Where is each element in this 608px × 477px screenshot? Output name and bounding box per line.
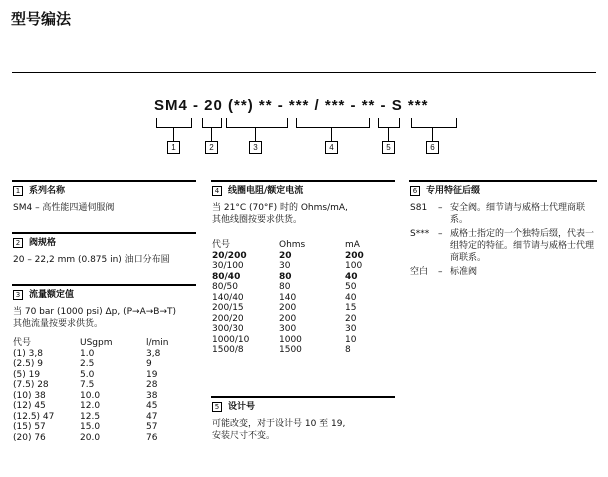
table-cell: (7.5) 28 bbox=[13, 380, 49, 390]
table-row bbox=[212, 324, 385, 335]
table-row bbox=[212, 314, 385, 325]
section-6-number: 6 bbox=[410, 186, 420, 196]
table-row bbox=[13, 433, 186, 444]
callout-4: 4 bbox=[325, 141, 338, 154]
table-cell: (10) 38 bbox=[13, 390, 46, 401]
table-cell: 200 bbox=[345, 250, 364, 261]
table-row bbox=[212, 293, 385, 304]
section-1-title: 系列名称 bbox=[29, 186, 66, 196]
coil-rating-table bbox=[212, 240, 385, 356]
stem-1 bbox=[173, 127, 174, 141]
table-cell: 45 bbox=[146, 401, 158, 411]
table-cell: 140/40 bbox=[212, 292, 244, 303]
table-cell: 5.0 bbox=[80, 369, 95, 380]
stem-4 bbox=[331, 127, 332, 141]
table-cell: 1.0 bbox=[80, 348, 95, 359]
table-row bbox=[13, 370, 186, 381]
table-cell: 20/200 bbox=[212, 250, 247, 261]
section-1-number: 1 bbox=[13, 186, 23, 196]
model-code: SM4 - 20 (**) ** - *** / *** - ** - S *** bbox=[154, 97, 429, 114]
rule-s1 bbox=[12, 180, 196, 182]
table-header-row bbox=[13, 338, 186, 349]
feature-description: 威格士指定的一个独特后缀，代表一组特定的特征。细节请与威格士代理商联系。 bbox=[450, 229, 595, 263]
table-cell: 47 bbox=[146, 411, 158, 422]
rule-s4 bbox=[211, 180, 395, 182]
table-cell: 50 bbox=[345, 282, 357, 292]
table-cell: 1500/8 bbox=[212, 345, 244, 355]
section-5-text-line: 可能改变，对于设计号 10 至 19, bbox=[212, 419, 346, 429]
table-cell: 20 bbox=[345, 313, 357, 324]
bracket-4 bbox=[296, 118, 370, 128]
table-cell: 40 bbox=[345, 292, 357, 303]
section-5-title: 设计号 bbox=[228, 402, 256, 412]
col-header-code: 代号 bbox=[13, 338, 32, 348]
feature-code: S81 bbox=[410, 203, 428, 213]
stem-2 bbox=[211, 127, 212, 141]
rule-s2 bbox=[12, 232, 196, 234]
table-row bbox=[212, 251, 385, 262]
section-2-text: 20 – 22,2 mm (0.875 in) 油口分布圆 bbox=[13, 255, 170, 265]
bracket-1 bbox=[156, 118, 192, 128]
section-4-text-line: 其他线圈按要求供货。 bbox=[212, 215, 303, 225]
table-cell: 80 bbox=[279, 282, 291, 292]
stem-3 bbox=[255, 127, 256, 141]
bracket-3 bbox=[226, 118, 288, 128]
table-cell: (5) 19 bbox=[13, 369, 41, 380]
table-cell: 100 bbox=[345, 261, 363, 271]
table-cell: 28 bbox=[146, 380, 158, 390]
stem-6 bbox=[432, 127, 433, 141]
section-4-title: 线圈电阻/额定电流 bbox=[228, 186, 304, 196]
page-title: 型号编法 bbox=[11, 10, 72, 28]
table-cell: 3,8 bbox=[146, 348, 161, 359]
table-cell: 200 bbox=[279, 313, 297, 324]
table-row bbox=[212, 261, 385, 272]
rule-s6 bbox=[409, 180, 597, 182]
callout-1: 1 bbox=[167, 141, 180, 154]
table-cell: 200/15 bbox=[212, 303, 244, 313]
table-cell: 40 bbox=[345, 271, 358, 282]
table-cell: 200 bbox=[279, 303, 297, 313]
callout-2: 2 bbox=[205, 141, 218, 154]
table-cell: (1) 3,8 bbox=[13, 348, 43, 359]
table-row bbox=[212, 303, 385, 314]
table-cell: 300 bbox=[279, 324, 297, 334]
section-valve-size bbox=[13, 237, 170, 266]
section-3-text-line: 其他流量按要求供货。 bbox=[13, 319, 104, 329]
table-cell: 20 bbox=[279, 250, 292, 261]
feature-list bbox=[410, 202, 596, 278]
col-header-ohms: Ohms bbox=[279, 240, 306, 250]
table-cell: 38 bbox=[146, 390, 158, 401]
callout-3: 3 bbox=[249, 141, 262, 154]
table-row bbox=[13, 359, 186, 370]
stem-5 bbox=[388, 127, 389, 141]
flow-rating-table bbox=[13, 338, 186, 443]
section-3-number: 3 bbox=[13, 290, 23, 300]
bracket-6 bbox=[411, 118, 457, 128]
col-header-code: 代号 bbox=[212, 240, 231, 250]
feature-code: 空白 bbox=[410, 267, 429, 277]
feature-description: 标准阀 bbox=[450, 267, 478, 277]
table-cell: 30 bbox=[279, 261, 291, 271]
table-cell: 30/100 bbox=[212, 261, 244, 271]
section-6-title: 专用特征后缀 bbox=[426, 186, 481, 196]
table-header-row bbox=[212, 240, 385, 251]
feature-code: S*** bbox=[410, 229, 430, 239]
table-cell: 7.5 bbox=[80, 380, 95, 390]
table-cell: 200/20 bbox=[212, 313, 244, 324]
table-cell: 1000/10 bbox=[212, 334, 250, 345]
section-2-number: 2 bbox=[13, 238, 23, 248]
table-cell: 15.0 bbox=[80, 422, 101, 432]
table-cell: 10.0 bbox=[80, 390, 101, 401]
table-row bbox=[212, 345, 385, 356]
dash-separator: – bbox=[438, 229, 443, 239]
section-3-text-line: 当 70 bar (1000 psi) Δp, (P→A→B→T) bbox=[13, 307, 177, 317]
table-cell: 15 bbox=[345, 303, 357, 313]
rule-s3 bbox=[12, 284, 196, 286]
table-row bbox=[13, 401, 186, 412]
table-cell: 76 bbox=[146, 432, 158, 443]
top-rule bbox=[12, 72, 596, 73]
table-cell: 1500 bbox=[279, 345, 302, 355]
section-coil-resistance bbox=[212, 185, 385, 356]
table-cell: 1000 bbox=[279, 334, 302, 345]
col-header-ma: mA bbox=[345, 240, 360, 250]
section-4-text-line: 当 21°C (70°F) 时的 Ohms/mA, bbox=[212, 203, 348, 213]
table-cell: 80 bbox=[279, 271, 292, 282]
table-cell: 20.0 bbox=[80, 432, 101, 443]
bracket-2 bbox=[202, 118, 222, 128]
table-cell: 12.5 bbox=[80, 411, 101, 422]
table-row bbox=[13, 391, 186, 402]
section-5-number: 5 bbox=[212, 402, 222, 412]
section-flow-rating bbox=[13, 289, 186, 443]
table-cell: 140 bbox=[279, 292, 297, 303]
table-cell: 80/40 bbox=[212, 271, 241, 282]
table-cell: (12) 45 bbox=[13, 401, 46, 411]
table-cell: 10 bbox=[345, 334, 357, 345]
table-cell: (2.5) 9 bbox=[13, 359, 43, 369]
table-cell: (15) 57 bbox=[13, 422, 46, 432]
section-4-number: 4 bbox=[212, 186, 222, 196]
section-special-features bbox=[410, 185, 596, 278]
section-2-title: 阀规格 bbox=[29, 238, 57, 248]
table-row bbox=[212, 272, 385, 283]
table-cell: 8 bbox=[345, 345, 351, 355]
section-design-number bbox=[212, 401, 345, 442]
table-row bbox=[13, 422, 186, 433]
callout-6: 6 bbox=[426, 141, 439, 154]
dash-separator: – bbox=[438, 203, 443, 213]
col-header-lmin: l/min bbox=[146, 338, 169, 348]
table-row bbox=[13, 380, 186, 391]
bracket-5 bbox=[378, 118, 400, 128]
callout-5: 5 bbox=[382, 141, 395, 154]
col-header-usgpm: USgpm bbox=[80, 338, 113, 348]
table-row bbox=[212, 282, 385, 293]
table-cell: 12.0 bbox=[80, 401, 101, 411]
table-cell: 57 bbox=[146, 422, 158, 432]
section-series bbox=[13, 185, 114, 214]
table-cell: (12.5) 47 bbox=[13, 411, 55, 422]
table-cell: 80/50 bbox=[212, 282, 238, 292]
table-cell: (20) 76 bbox=[13, 432, 46, 443]
table-cell: 9 bbox=[146, 359, 152, 369]
section-1-text: SM4 – 高性能四通伺服阀 bbox=[13, 203, 115, 213]
table-cell: 2.5 bbox=[80, 359, 95, 369]
section-5-text-line: 安装尺寸不变。 bbox=[212, 431, 276, 441]
rule-s5 bbox=[211, 396, 395, 398]
table-row bbox=[212, 335, 385, 346]
table-row bbox=[13, 349, 186, 360]
section-3-title: 流量额定值 bbox=[29, 290, 75, 300]
dash-separator: – bbox=[438, 267, 443, 277]
table-cell: 19 bbox=[146, 369, 158, 380]
feature-description: 安全阀。细节请与威格士代理商联系。 bbox=[450, 203, 586, 225]
table-row bbox=[13, 412, 186, 423]
table-cell: 300/30 bbox=[212, 324, 244, 334]
table-cell: 30 bbox=[345, 324, 357, 334]
